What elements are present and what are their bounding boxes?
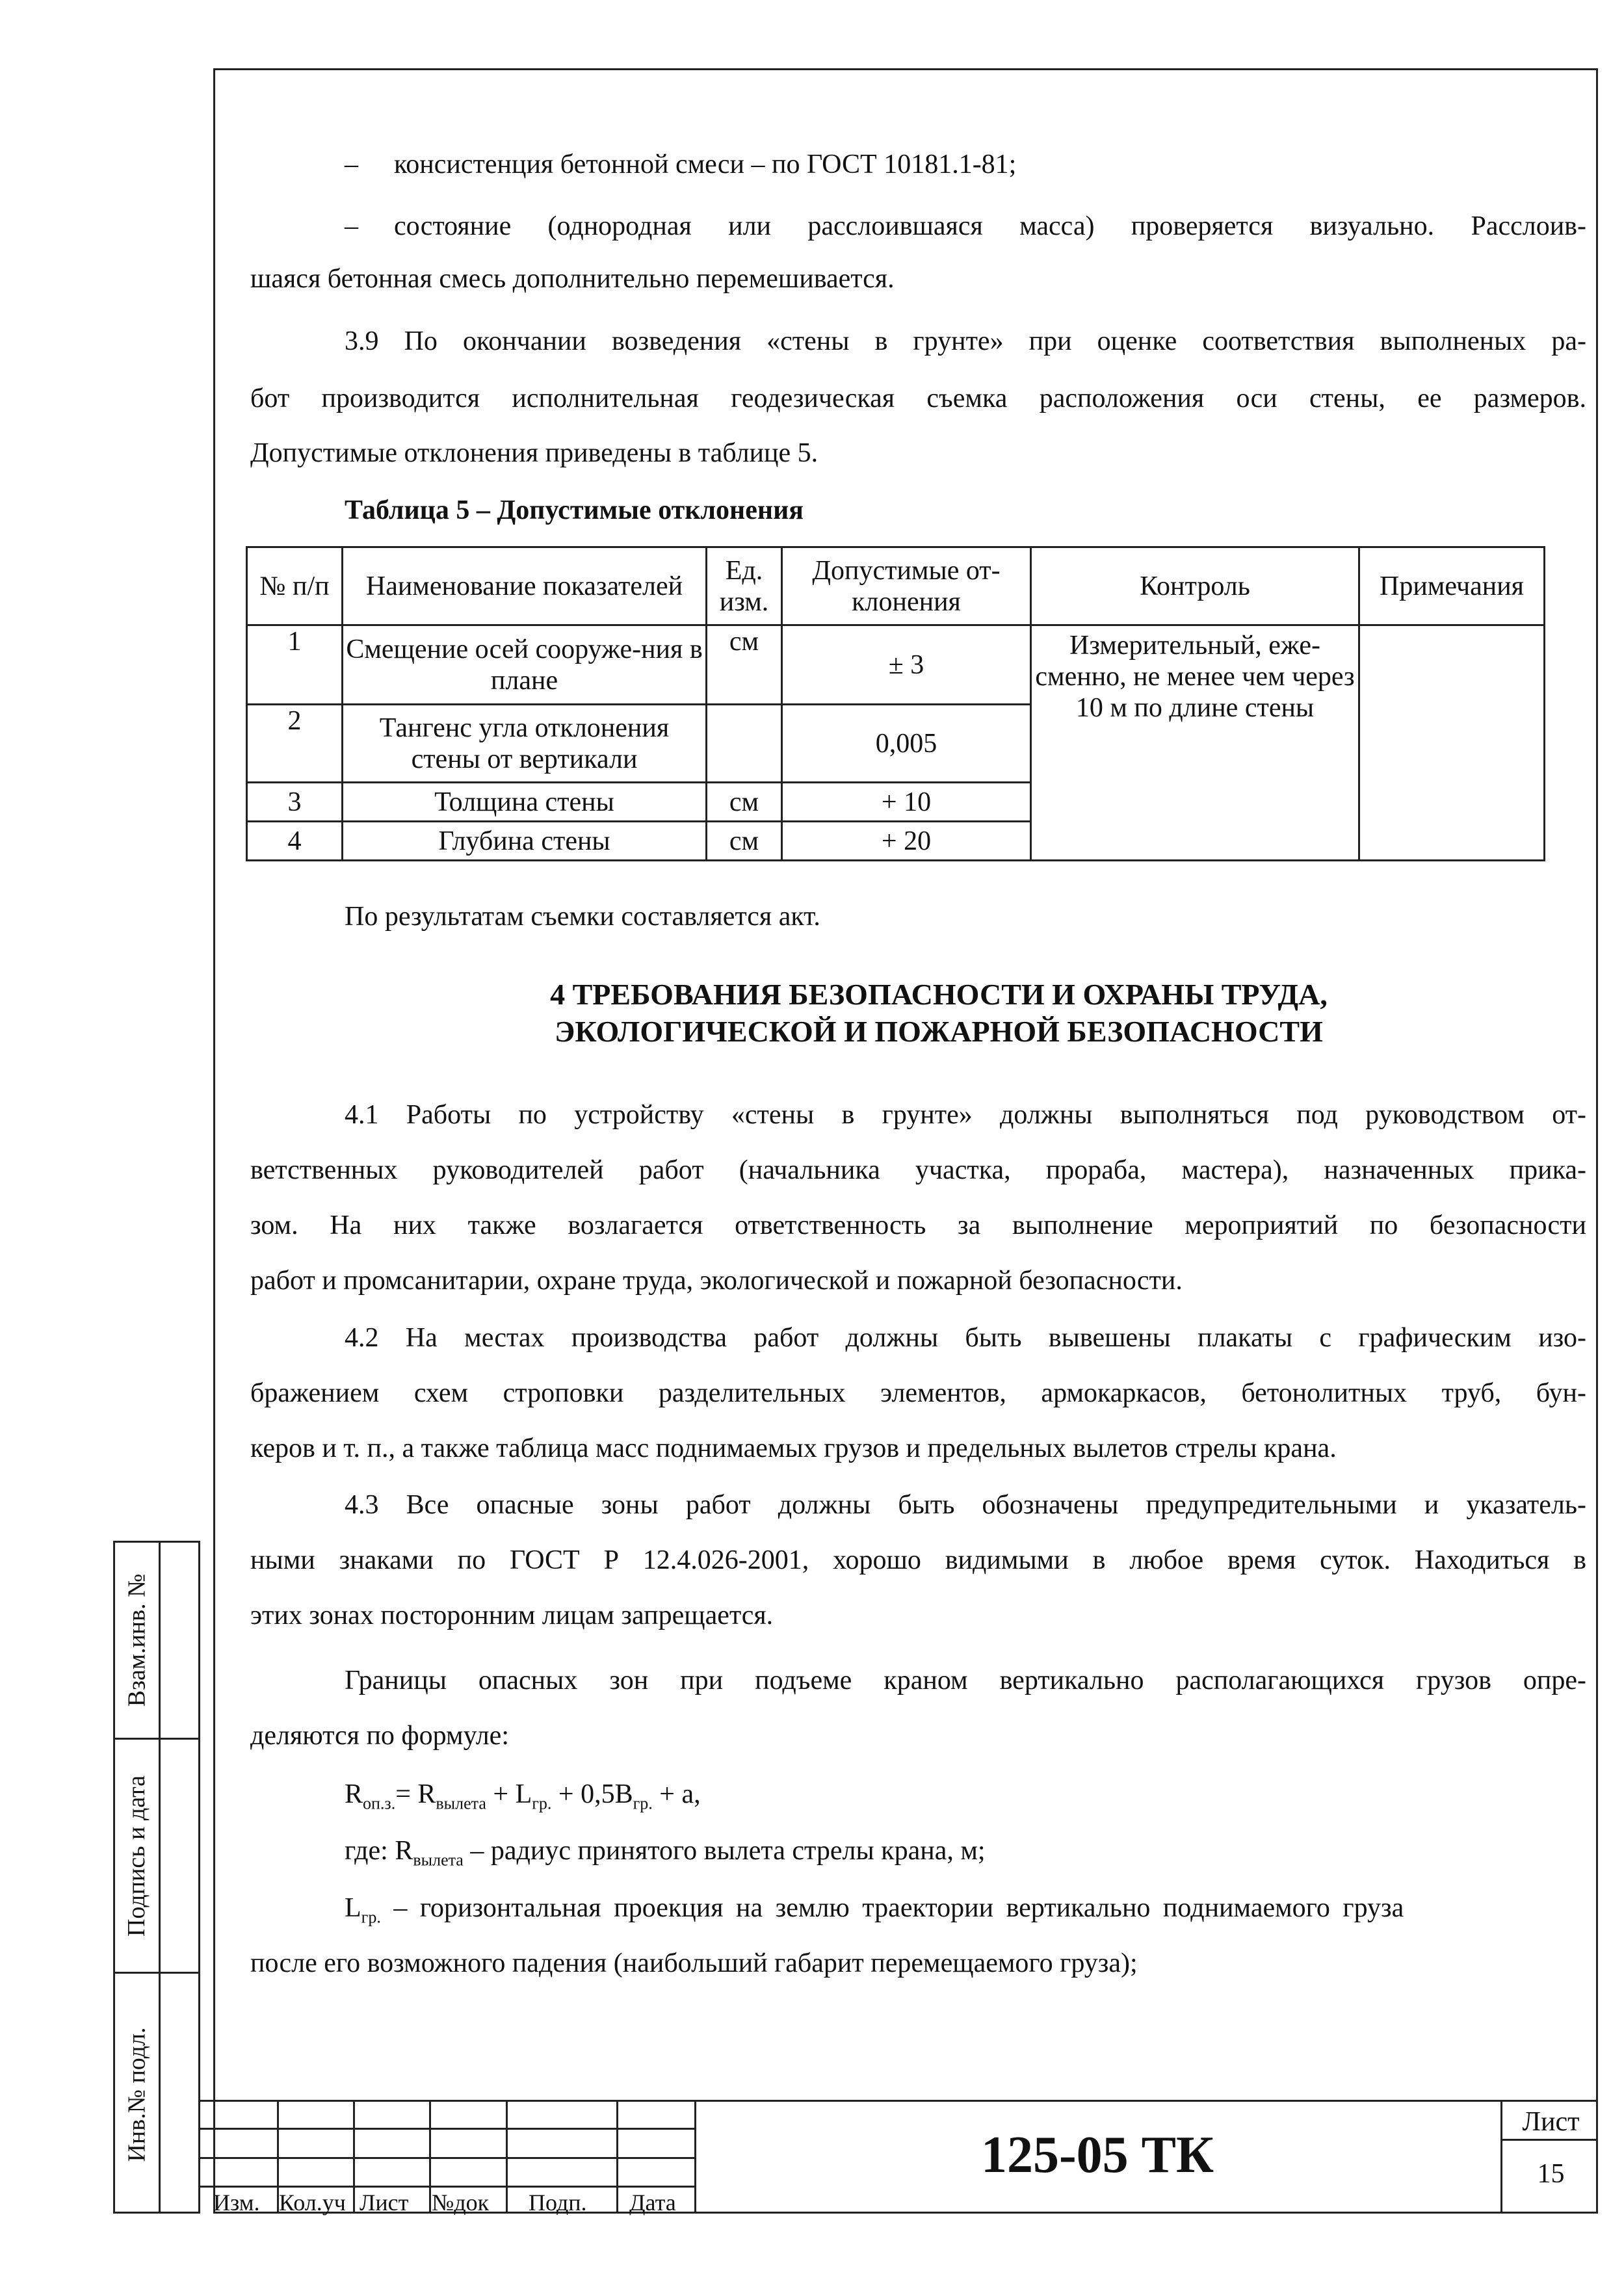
- title-block: [200, 2100, 1598, 2214]
- stamp-line: [200, 2157, 694, 2159]
- bullet-dash-2: –: [345, 211, 358, 241]
- para-4-1-line-3: зом. На них также возлагается ответственность за выполнение мероприятий по безопасности: [250, 1210, 1586, 1240]
- where-sub-vylet: вылета: [413, 1850, 464, 1870]
- sheet-label: Лист: [1522, 2107, 1580, 2137]
- formula-l: L: [515, 1779, 532, 1809]
- row-3-unit: см: [707, 783, 782, 822]
- header-name: Наименование показателей: [343, 547, 707, 625]
- side-cell-podpis: [115, 1738, 198, 1972]
- para-4-2-line-2: бражением схем строповки разделительных элементов, армокаркасов, бетонолитных труб, бун-: [250, 1378, 1586, 1408]
- para-4-3-line-3: этих зонах посторонним лицам запрещается.: [250, 1601, 774, 1630]
- row-4-deviation: + 20: [782, 822, 1031, 861]
- control-cell: Измерительный, еже-сменно, не менее чем через 10 м по длине стены: [1031, 625, 1359, 861]
- row-2-name: Тангенс угла отклонения стены от вертикали: [343, 705, 707, 783]
- stamp-label-ndok: №док: [432, 2190, 490, 2216]
- stamp-line: [200, 2186, 694, 2188]
- para-3-9-line-1: 3.9 По окончании возведения «стены в грунте» при оценке соответствия выполненых ра-: [345, 326, 1586, 356]
- table-row: [247, 625, 1545, 705]
- formula: [345, 1778, 701, 1820]
- header-deviation: Допустимые от-клонения: [782, 547, 1031, 625]
- lgr-line-1: [345, 1892, 1586, 1933]
- stamp-line: [200, 2100, 1598, 2102]
- stamp-line: [429, 2100, 431, 2214]
- lgr-l: L: [345, 1893, 361, 1923]
- para-zones-line-2: деляются по формуле:: [250, 1721, 509, 1751]
- document-code: 125-05 ТК: [980, 2126, 1214, 2184]
- where-prefix: где:: [345, 1836, 395, 1866]
- para-zones-line-1: Границы опасных зон при подъеме краном вертикально располагающихся грузов опре-: [345, 1666, 1586, 1695]
- formula-r2: R: [417, 1779, 436, 1809]
- side-label-inv-podl: Инв.№ подл.: [123, 2027, 151, 2162]
- side-cell-inv-podl: [115, 1972, 198, 2216]
- formula-sub-gr: гр.: [532, 1794, 552, 1813]
- sheet-number: 15: [1537, 2159, 1565, 2189]
- row-4-name: Глубина стены: [343, 822, 707, 861]
- section-4-title-line-1: 4 ТРЕБОВАНИЯ БЕЗОПАСНОСТИ И ОХРАНЫ ТРУДА,: [550, 978, 1328, 1011]
- row-2-no: 2: [247, 705, 343, 783]
- stamp-label-data: Дата: [629, 2190, 676, 2216]
- row-3-deviation: + 10: [782, 783, 1031, 822]
- header-notes: Примечания: [1359, 547, 1545, 625]
- header-unit: Ед. изм.: [707, 547, 782, 625]
- where-line: [345, 1835, 986, 1876]
- where-rest: – радиус принятого вылета стрелы крана, м;: [463, 1836, 986, 1866]
- row-4-no: 4: [247, 822, 343, 861]
- header-control: Контроль: [1031, 547, 1359, 625]
- formula-b: B: [614, 1779, 633, 1809]
- formula-sub-opz: оп.з.: [363, 1794, 396, 1813]
- notes-cell: [1359, 625, 1545, 861]
- stamp-label-podp: Подп.: [529, 2190, 587, 2216]
- table-header-row: [247, 547, 1545, 625]
- lgr-rest: – горизонтальная проекция на землю траектории вертикально поднимаемого груза: [380, 1893, 1404, 1923]
- row-1-no: 1: [247, 625, 343, 705]
- bullet-1: консистенция бетонной смеси – по ГОСТ 10181.1-81;: [394, 150, 1017, 179]
- formula-eq: =: [395, 1779, 418, 1809]
- stamp-line: [506, 2100, 508, 2214]
- formula-plus-2: + 0,5: [551, 1779, 615, 1809]
- after-table-text: По результатам съемки составляется акт.: [345, 902, 820, 932]
- lgr-line-2: после его возможного падения (наибольший габарит перемещаемого груза);: [250, 1948, 1138, 1978]
- side-label-podpis: Подпись и дата: [123, 1775, 151, 1937]
- stamp-line: [1500, 2100, 1502, 2214]
- para-4-2-line-1: 4.2 На местах производства работ должны быть вывешены плакаты с графическим изо-: [345, 1323, 1586, 1353]
- side-label-zam-inv: Взам.инв. №: [123, 1573, 151, 1707]
- bullet-dash-1: –: [345, 150, 358, 179]
- formula-sub-gr-2: гр.: [633, 1794, 653, 1813]
- para-4-1-line-1: 4.1 Работы по устройству «стены в грунте» должны выполняться под руководством от-: [345, 1100, 1586, 1130]
- row-1-unit: см: [707, 625, 782, 705]
- lgr-sub: гр.: [361, 1907, 381, 1927]
- formula-sub-vylet: вылета: [436, 1794, 486, 1813]
- stamp-line: [353, 2100, 355, 2214]
- stamp-label-list: Лист: [360, 2190, 409, 2216]
- row-2-unit: [707, 705, 782, 783]
- row-3-no: 3: [247, 783, 343, 822]
- para-4-3-line-1: 4.3 Все опасные зоны работ должны быть обозначены предупредительными и указатель-: [345, 1490, 1586, 1520]
- row-3-name: Толщина стены: [343, 783, 707, 822]
- header-no: № п/п: [247, 547, 343, 625]
- para-4-1-line-2: ветственных руководителей работ (начальника участка, прораба, мастера), назначенных прика-: [250, 1155, 1586, 1185]
- stamp-line: [1500, 2139, 1598, 2141]
- table-caption: Таблица 5 – Допустимые отклонения: [345, 495, 804, 525]
- formula-tail: + a,: [652, 1779, 701, 1809]
- stamp-label-kol: Кол.уч: [279, 2190, 346, 2216]
- para-3-9-line-3: Допустимые отклонения приведены в таблице 5.: [250, 438, 819, 468]
- stamp-line: [200, 2128, 694, 2130]
- para-4-1-line-4: работ и промсанитарии, охране труда, экологической и пожарной безопасности.: [250, 1266, 1183, 1296]
- para-4-2-line-3: керов и т. п., а также таблица масс поднимаемых грузов и предельных вылетов стрелы крана.: [250, 1433, 1337, 1463]
- formula-plus-1: +: [486, 1779, 516, 1809]
- para-3-9-line-2: бот производится исполнительная геодезическая съемка расположения оси стены, ее размеров.: [250, 384, 1586, 413]
- bullet-2-line-2: шаяся бетонная смесь дополнительно перемешивается.: [250, 264, 895, 294]
- stamp-line: [616, 2100, 618, 2214]
- stamp-label-izm: Изм.: [213, 2190, 260, 2216]
- row-2-deviation: 0,005: [782, 705, 1031, 783]
- row-1-deviation: ± 3: [782, 625, 1031, 705]
- row-1-name: Смещение осей сооруже-ния в плане: [343, 625, 707, 705]
- side-approval-strip: [113, 1541, 200, 2214]
- row-4-unit: см: [707, 822, 782, 861]
- where-r: R: [395, 1836, 413, 1866]
- deviations-table: [246, 546, 1545, 861]
- formula-r: R: [345, 1779, 363, 1809]
- side-cell-zam-inv: [115, 1543, 198, 1738]
- bullet-2-line-1: состояние (однородная или расслоившаяся масса) проверяется визуально. Расслоив-: [394, 211, 1586, 241]
- section-4-title-line-2: ЭКОЛОГИЧЕСКОЙ И ПОЖАРНОЙ БЕЗОПАСНОСТИ: [555, 1015, 1323, 1048]
- para-4-3-line-2: ными знаками по ГОСТ Р 12.4.026-2001, хорошо видимыми в любое время суток. Находиться в: [250, 1545, 1586, 1575]
